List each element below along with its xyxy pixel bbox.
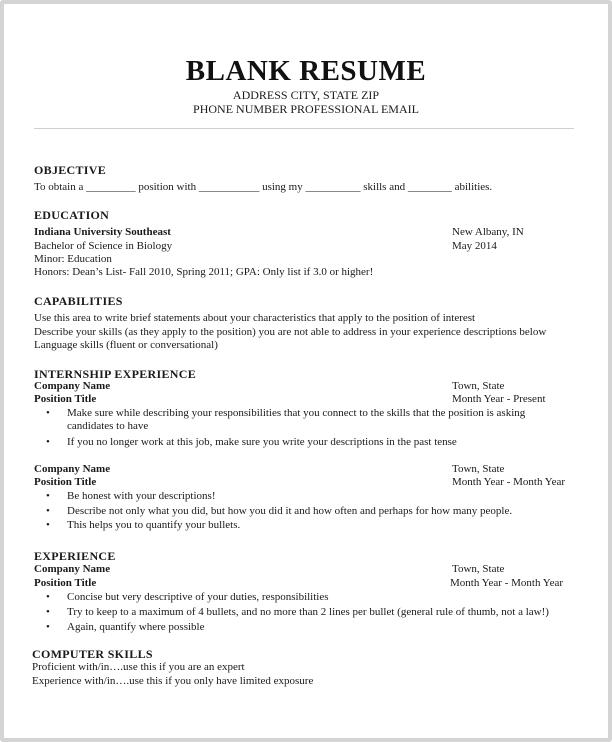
capabilities-line: Describe your skills (as they apply to the position) you are not able to address in your experience descriptions below bbox=[34, 326, 547, 338]
bullet-icon: • bbox=[46, 606, 50, 618]
position-title: Position Title bbox=[34, 393, 97, 405]
bullet-icon: • bbox=[46, 621, 50, 633]
computer-skills-line: Proficient with/in….use this if you are an expert bbox=[32, 661, 245, 673]
company-location: Town, State bbox=[452, 380, 505, 392]
internship-heading: INTERNSHIP EXPERIENCE bbox=[34, 367, 197, 381]
company-location: Town, State bbox=[452, 463, 505, 475]
position-dates: Month Year - Present bbox=[452, 393, 546, 405]
honors: Honors: Dean’s List- Fall 2010, Spring 2011; GPA: Only list if 3.0 or higher! bbox=[34, 266, 374, 278]
bullet-icon: • bbox=[46, 505, 50, 517]
bullet-icon: • bbox=[46, 591, 50, 603]
bullet-text: If you no longer work at this job, make sure you write your descriptions in the past tense bbox=[67, 436, 457, 448]
bullet-icon: • bbox=[46, 436, 50, 448]
capabilities-line: Use this area to write brief statements about your characteristics that apply to the position of interest bbox=[34, 312, 476, 324]
graduation-date: May 2014 bbox=[452, 240, 497, 252]
bullet-text: Try to keep to a maximum of 4 bullets, and no more than 2 lines per bullet (general rule of thumb, not a law!) bbox=[67, 606, 549, 618]
position-dates: Month Year - Month Year bbox=[450, 577, 564, 589]
contact-line: PHONE NUMBER PROFESSIONAL EMAIL bbox=[193, 102, 419, 116]
minor: Minor: Education bbox=[34, 253, 112, 265]
objective-text: To obtain a _________ position with ___________ using my __________ skills and ________ abilities. bbox=[34, 181, 493, 193]
position-dates: Month Year - Month Year bbox=[452, 476, 566, 488]
computer-skills-line: Experience with/in….use this if you only have limited exposure bbox=[32, 675, 314, 687]
bullet-icon: • bbox=[46, 519, 50, 531]
bullet-icon: • bbox=[46, 490, 50, 502]
bullet-text: Again, quantify where possible bbox=[67, 621, 205, 633]
bullet-text: Describe not only what you did, but how you did it and how often and perhaps for how many people. bbox=[67, 505, 513, 517]
header-divider bbox=[34, 128, 574, 129]
company-name: Company Name bbox=[34, 463, 111, 475]
capabilities-heading: CAPABILITIES bbox=[34, 294, 123, 308]
bullet-icon: • bbox=[46, 407, 50, 419]
company-name: Company Name bbox=[34, 563, 111, 575]
degree: Bachelor of Science in Biology bbox=[34, 240, 173, 252]
bullet-text: Make sure while describing your responsibilities that you connect to the skills that the position is asking candidates to have bbox=[67, 407, 526, 432]
address-line: ADDRESS CITY, STATE ZIP bbox=[232, 88, 380, 102]
bullet-text: This helps you to quantify your bullets. bbox=[67, 519, 241, 531]
school-location: New Albany, IN bbox=[452, 226, 524, 238]
position-title: Position Title bbox=[34, 577, 97, 589]
capabilities-line: Language skills (fluent or conversational) bbox=[34, 339, 218, 351]
school-name: Indiana University Southeast bbox=[34, 226, 171, 238]
company-name: Company Name bbox=[34, 380, 111, 392]
objective-heading: OBJECTIVE bbox=[34, 163, 107, 177]
computer-skills-heading: COMPUTER SKILLS bbox=[32, 647, 153, 661]
company-location: Town, State bbox=[452, 563, 505, 575]
experience-heading: EXPERIENCE bbox=[34, 549, 116, 563]
bullet-text: Concise but very descriptive of your duties, responsibilities bbox=[67, 591, 329, 603]
resume-title: BLANK RESUME bbox=[185, 55, 427, 87]
bullet-text: Be honest with your descriptions! bbox=[67, 490, 216, 502]
education-heading: EDUCATION bbox=[34, 208, 110, 222]
position-title: Position Title bbox=[34, 476, 97, 488]
